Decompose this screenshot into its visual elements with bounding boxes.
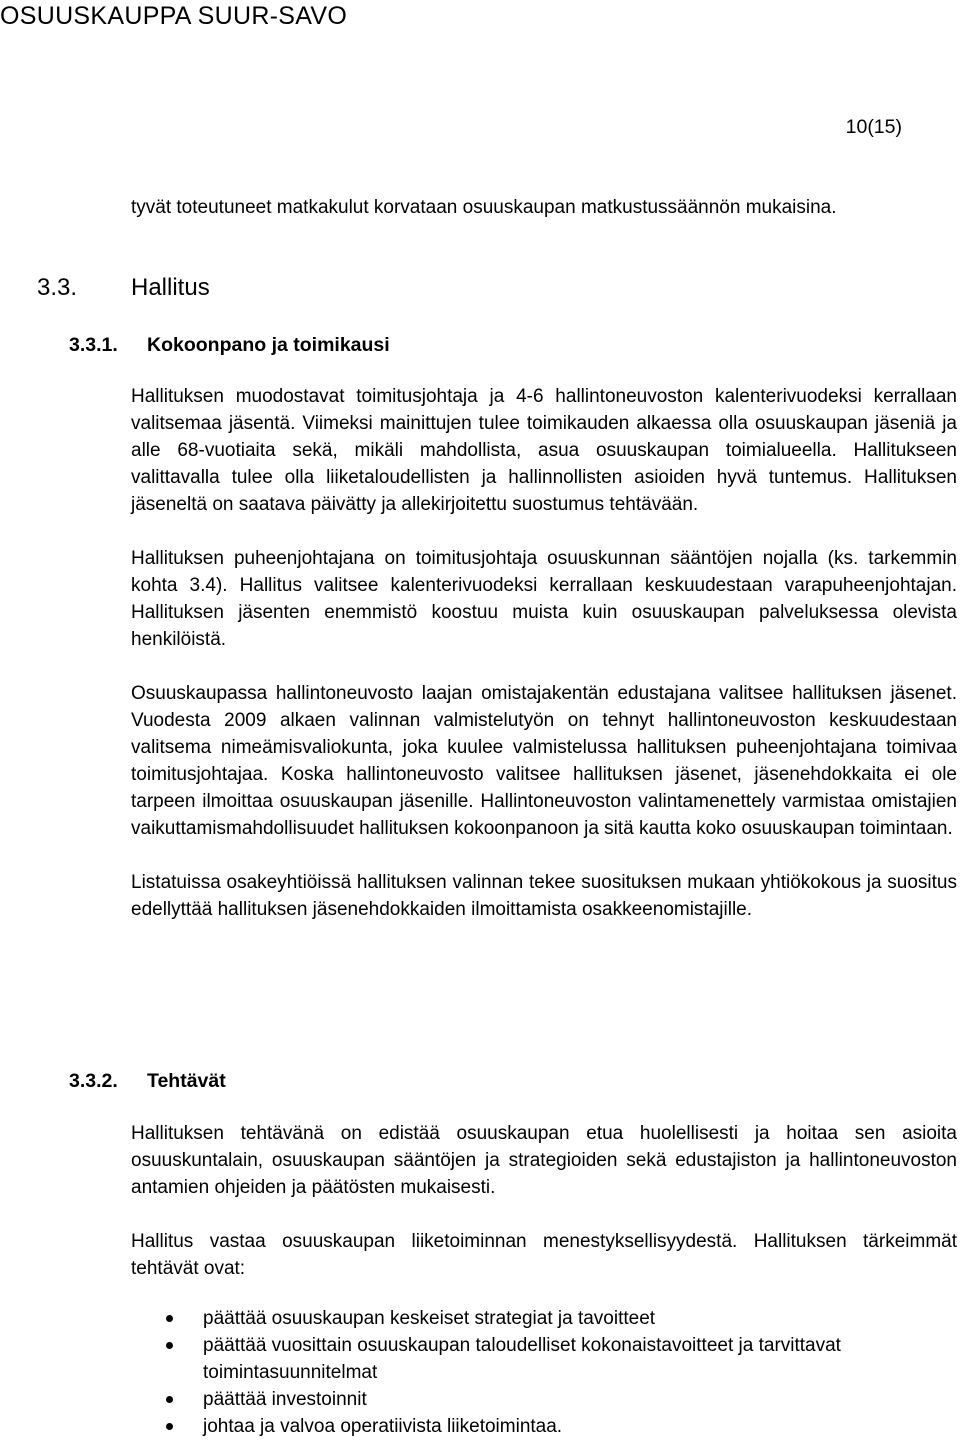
section-3-3-2-body [131,1120,957,1282]
section-title: Hallitus [131,274,210,301]
intro-paragraph: tyvät toteutuneet matkakulut korvataan osuuskaupan matkustussäännön mukaisina. [131,197,837,218]
list-item [131,1413,957,1440]
paragraph: Hallitus vastaa osuuskaupan liiketoiminnan menestyksellisyydestä. Hallituksen tärkeimmät tehtävät ovat: [131,1231,957,1279]
list-item [131,1332,957,1386]
paragraph: Listatuissa osakeyhtiöissä hallituksen valinnan tekee suosituksen mukaan yhtiökokous ja suositus edellyttää hallituksen jäsenehdokkaiden ilmoittamista osakkeenomistajille. [131,872,957,920]
list-item [131,1305,957,1332]
bullet-icon [166,1315,173,1322]
list-item [131,1386,957,1413]
subsection-title: Kokoonpano ja toimikausi [147,334,390,356]
bullet-icon [166,1423,173,1430]
document-header-title: OSUUSKAUPPA SUUR-SAVO [0,2,348,30]
section-number: 3.3. [37,274,78,301]
bullet-icon [166,1396,173,1403]
list-item-text: päättää investoinnit [203,1389,367,1410]
paragraph: Hallituksen puheenjohtajana on toimitusjohtaja osuuskunnan sääntöjen nojalla (ks. tarkemmin kohta 3.4). Hallitus valitsee kalenterivuodeksi kerrallaan keskuudestaan varapuheenjohtajan. Hallituksen jäsenten enemmistö koostuu muista kuin osuuskaupan palveluksessa olevista henkilöistä. [131,548,957,650]
section-heading-3-3 [37,273,210,303]
section-heading-3-3-1 [69,332,390,359]
subsection-number: 3.3.2. [69,1070,118,1092]
duties-list [131,1305,957,1440]
list-item-text: päättää vuosittain osuuskaupan taloudelliset kokonaistavoitteet ja tarvittavat toimintasuunnitelmat [203,1335,841,1383]
section-3-3-1-body [131,383,957,923]
bullet-icon [166,1342,173,1349]
section-heading-3-3-2 [69,1068,226,1095]
page-number: 10(15) [845,116,902,138]
intro-block [131,194,957,221]
paragraph: Hallituksen muodostavat toimitusjohtaja ja 4-6 hallintoneuvoston kalenterivuodeksi kerrallaan valitsemaa jäsentä. Viimeksi mainittujen tulee toimikauden alkaessa olla osuuskaupan jäseniä ja alle 68-vuotiaita sekä, mikäli mahdollista, asua osuuskaupan toimialueella. Hallitukseen valittavalla tulee olla liiketaloudellisten ja hallinnollisten asioiden hyvä tuntemus. Hallituksen jäseneltä on saatava päivätty ja allekirjoitettu suostumus tehtävään. [131,386,957,515]
paragraph: Osuuskaupassa hallintoneuvosto laajan omistajakentän edustajana valitsee hallituksen jäsenet. Vuodesta 2009 alkaen valinnan valmistelutyön on tehnyt hallintoneuvoston keskuudestaan valitsema nimeämisvaliokunta, joka kuulee valmistelussa hallituksen puheenjohtajana toimivaa toimitusjohtajaa. Koska hallintoneuvosto valitsee hallituksen jäsenet, jäsenehdokkaita ei ole tarpeen ilmoittaa osuuskaupan jäsenille. Hallintoneuvoston valintamenettely varmistaa omistajien vaikuttamismahdollisuudet hallituksen kokoonpanoon ja sitä kautta koko osuuskaupan toimintaan. [131,683,957,839]
subsection-number: 3.3.1. [69,334,118,356]
list-item-text: päättää osuuskaupan keskeiset strategiat ja tavoitteet [203,1308,656,1329]
paragraph: Hallituksen tehtävänä on edistää osuuskaupan etua huolellisesti ja hoitaa sen asioita osuuskuntalain, osuuskaupan sääntöjen ja strategioiden sekä edustajiston ja hallintoneuvoston antamien ohjeiden ja päätösten mukaisesti. [131,1123,957,1198]
subsection-title: Tehtävät [147,1070,226,1092]
list-item-text: johtaa ja valvoa operatiivista liiketoimintaa. [203,1416,563,1437]
